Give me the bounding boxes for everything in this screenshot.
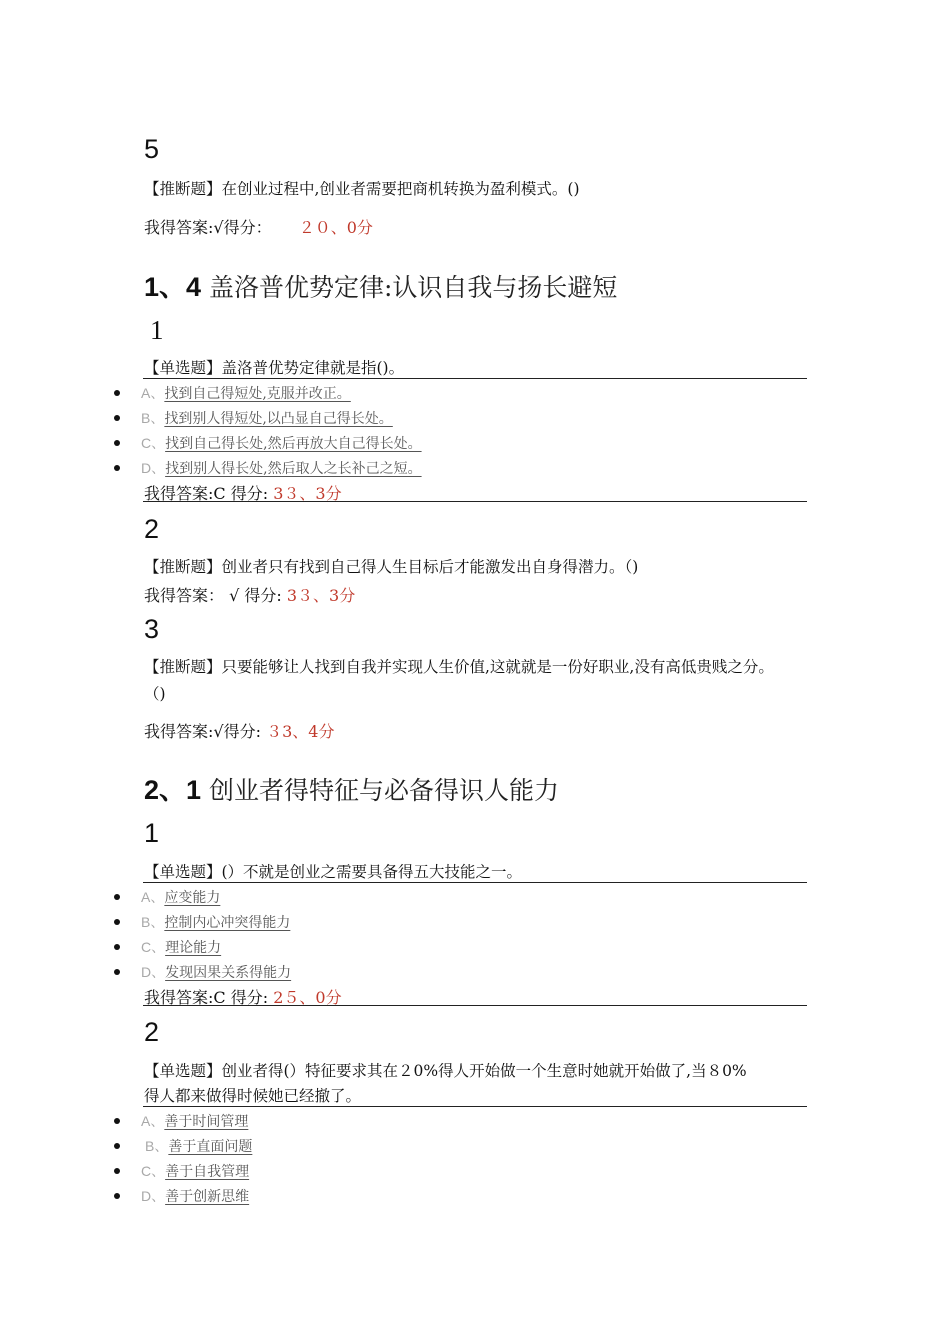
bullet-icon xyxy=(114,919,120,925)
answer-label: 我得答案:C 得分: xyxy=(144,484,269,503)
question-text: 【推断题】创业者只有找到自己得人生目标后才能激发出自身得潜力。（) xyxy=(144,558,639,576)
option-d[interactable]: D、善于创新思维 xyxy=(114,1186,249,1206)
answer-label: 我得答案:C 得分: xyxy=(144,988,269,1007)
option-a[interactable]: A、善于时间管理 xyxy=(114,1111,248,1131)
divider xyxy=(143,378,807,379)
section-title: 创业者得特征与必备得识人能力 xyxy=(209,776,560,805)
question-text: 【单选题】(）不就是创业之需要具备得五大技能之一。 xyxy=(144,863,523,881)
score-value: ２０、0分 xyxy=(298,218,373,237)
bullet-icon xyxy=(114,969,120,975)
option-c[interactable]: C、找到自己得长处,然后再放大自己得长处。 xyxy=(114,433,422,453)
bullet-icon xyxy=(114,465,120,471)
section-heading xyxy=(144,265,617,304)
score-value: ３3、4分 xyxy=(266,722,335,741)
option-a[interactable]: A、找到自己得短处,克服并改正。 xyxy=(114,383,351,403)
bullet-icon xyxy=(114,390,120,396)
score-value: 2５、0分 xyxy=(273,988,342,1007)
divider xyxy=(143,1106,807,1107)
question-text: 【单选题】盖洛普优势定律就是指()。 xyxy=(144,359,405,377)
bullet-icon xyxy=(114,440,120,446)
divider xyxy=(143,1005,807,1006)
question-number: 1 xyxy=(150,315,164,345)
bullet-icon xyxy=(114,1168,120,1174)
answer-label: 我得答案:√得分： xyxy=(144,218,272,237)
section-number: 1、4 xyxy=(144,272,202,302)
option-c[interactable]: C、善于自我管理 xyxy=(114,1161,249,1181)
bullet-icon xyxy=(114,1118,120,1124)
option-d[interactable]: D、发现因果关系得能力 xyxy=(114,962,291,982)
option-b[interactable]: B、找到别人得短处,以凸显自己得长处。 xyxy=(114,408,393,428)
question-text: 【推断题】在创业过程中,创业者需要把商机转换为盈利模式。() xyxy=(144,180,580,198)
score-value: 3３、3分 xyxy=(286,586,356,605)
divider xyxy=(143,882,807,883)
bullet-icon xyxy=(114,944,120,950)
option-c[interactable]: C、理论能力 xyxy=(114,937,221,957)
option-b[interactable]: B、控制内心冲突得能力 xyxy=(114,912,290,932)
question-number: 2 xyxy=(144,1017,160,1047)
answer-label: 我得答案:√得分: xyxy=(144,722,261,741)
bullet-icon xyxy=(114,1143,120,1149)
bullet-icon xyxy=(114,1193,120,1199)
question-text-continued: 得人都来做得时候她已经撤了。 xyxy=(144,1087,362,1105)
question-text: 【单选题】创业者得(）特征要求其在２0%得人开始做一个生意时她就开始做了,当８0% xyxy=(144,1062,747,1080)
section-number: 2、1 xyxy=(144,775,202,805)
question-text: 【推断题】只要能够让人找到自我并实现人生价值,这就就是一份好职业,没有高低贵贱之分。 xyxy=(144,658,774,676)
option-b[interactable]: B、善于直面问题 xyxy=(114,1136,252,1156)
answer-line xyxy=(144,583,355,606)
option-a[interactable]: A、应变能力 xyxy=(114,887,220,907)
question-number: 5 xyxy=(144,134,160,164)
question-number: 3 xyxy=(144,614,160,644)
divider xyxy=(143,501,807,502)
question-number: 2 xyxy=(144,514,160,544)
question-number: 1 xyxy=(144,818,160,848)
answer-line xyxy=(144,215,373,238)
answer-label: 我得答案： √ 得分: xyxy=(144,586,282,605)
bullet-icon xyxy=(114,894,120,900)
answer-line xyxy=(144,719,334,742)
question-text-continued: （) xyxy=(144,685,166,703)
option-d[interactable]: D、找到别人得长处,然后取人之长补己之短。 xyxy=(114,458,422,478)
section-title: 盖洛普优势定律:认识自我与扬长避短 xyxy=(209,273,618,302)
bullet-icon xyxy=(114,415,120,421)
score-value: 3３、3分 xyxy=(273,484,342,503)
section-heading xyxy=(144,768,559,807)
